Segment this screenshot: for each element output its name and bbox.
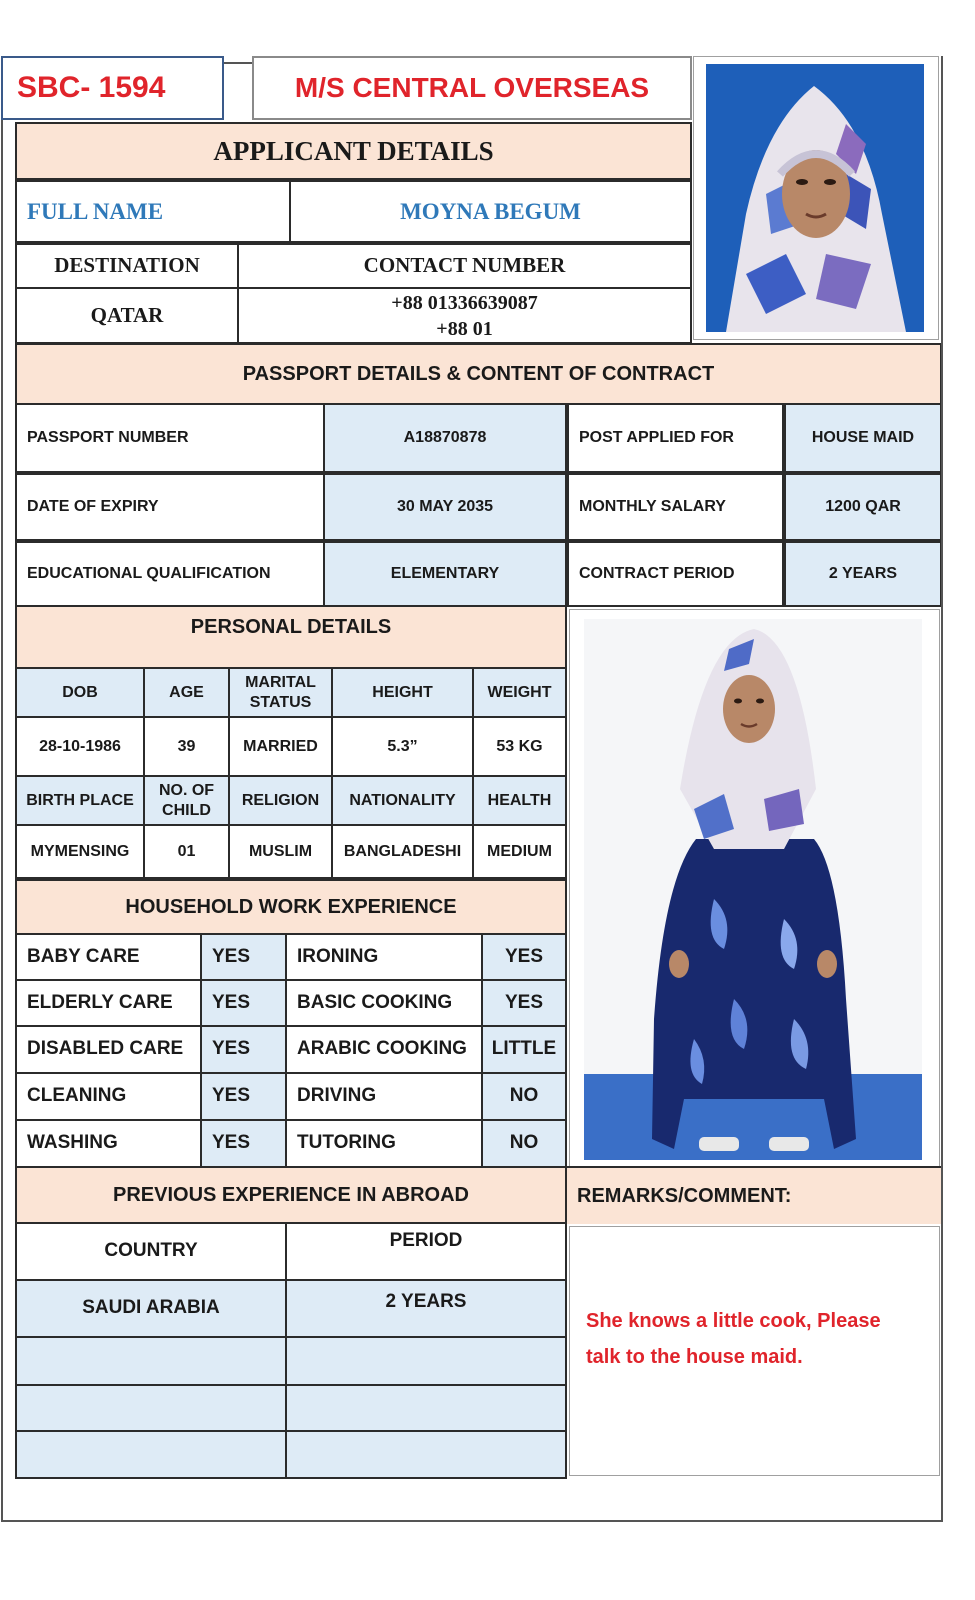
abroad-country-1: SAUDI ARABIA bbox=[15, 1279, 287, 1338]
skill-baby-care: BABY CARE bbox=[15, 933, 202, 981]
value-marital-status: MARRIED bbox=[228, 716, 333, 777]
header-religion: RELIGION bbox=[228, 775, 333, 826]
header-birth-place: BIRTH PLACE bbox=[15, 775, 145, 826]
skill-tutoring-value: NO bbox=[481, 1119, 567, 1168]
skill-arabic-cooking-value: LITTLE bbox=[481, 1025, 567, 1074]
value-religion: MUSLIM bbox=[228, 824, 333, 879]
abroad-period-1: 2 YEARS bbox=[285, 1279, 567, 1338]
abroad-country-4 bbox=[15, 1430, 287, 1479]
abroad-period-2 bbox=[285, 1336, 567, 1386]
header-height: HEIGHT bbox=[331, 667, 474, 718]
destination-label: DESTINATION bbox=[15, 243, 239, 289]
header-connector bbox=[224, 62, 252, 64]
value-no-of-child: 01 bbox=[143, 824, 230, 879]
value-health: MEDIUM bbox=[472, 824, 567, 879]
personal-details-title: PERSONAL DETAILS bbox=[15, 605, 567, 669]
skill-driving: DRIVING bbox=[285, 1072, 483, 1121]
value-birth-place: MYMENSING bbox=[15, 824, 145, 879]
value-weight: 53 KG bbox=[472, 716, 567, 777]
header-dob: DOB bbox=[15, 667, 145, 718]
applicant-details-title: APPLICANT DETAILS bbox=[15, 122, 692, 180]
contact-number-value bbox=[237, 287, 692, 344]
page-frame-right bbox=[941, 56, 943, 1522]
skill-cleaning: CLEANING bbox=[15, 1072, 202, 1121]
full-body-figure-icon bbox=[584, 619, 922, 1160]
header-nationality: NATIONALITY bbox=[331, 775, 474, 826]
value-height: 5.3” bbox=[331, 716, 474, 777]
remarks-line-1: She knows a little cook, Please bbox=[586, 1310, 881, 1332]
abroad-country-3 bbox=[15, 1384, 287, 1432]
skill-elderly-care: ELDERLY CARE bbox=[15, 979, 202, 1027]
abroad-period-3 bbox=[285, 1384, 567, 1432]
skill-ironing: IRONING bbox=[285, 933, 483, 981]
monthly-salary-value: 1200 QAR bbox=[784, 473, 942, 541]
post-applied-label: POST APPLIED FOR bbox=[567, 403, 784, 473]
skill-disabled-care: DISABLED CARE bbox=[15, 1025, 202, 1074]
remarks-box bbox=[569, 1226, 940, 1476]
abroad-period-4 bbox=[285, 1430, 567, 1479]
skill-washing-value: YES bbox=[200, 1119, 287, 1168]
value-dob: 28-10-1986 bbox=[15, 716, 145, 777]
skill-basic-cooking-value: YES bbox=[481, 979, 567, 1027]
post-applied-value: HOUSE MAID bbox=[784, 403, 942, 473]
page-frame-left bbox=[1, 120, 3, 1522]
remarks-line-2: talk to the house maid. bbox=[586, 1346, 803, 1368]
education-value: ELEMENTARY bbox=[323, 541, 567, 607]
education-label: EDUCATIONAL QUALIFICATION bbox=[15, 541, 325, 607]
skill-baby-care-value: YES bbox=[200, 933, 287, 981]
full-name-value: MOYNA BEGUM bbox=[289, 180, 692, 243]
header-weight: WEIGHT bbox=[472, 667, 567, 718]
portrait-figure-icon bbox=[706, 64, 924, 332]
passport-section-title: PASSPORT DETAILS & CONTENT OF CONTRACT bbox=[15, 343, 942, 405]
contact-number-2: +88 01 bbox=[436, 317, 493, 340]
period-header: PERIOD bbox=[285, 1222, 567, 1281]
header-health: HEALTH bbox=[472, 775, 567, 826]
skill-elderly-care-value: YES bbox=[200, 979, 287, 1027]
skill-driving-value: NO bbox=[481, 1072, 567, 1121]
header-marital-status: MARITAL STATUS bbox=[228, 667, 333, 718]
date-of-expiry-label: DATE OF EXPIRY bbox=[15, 473, 325, 541]
skill-tutoring: TUTORING bbox=[285, 1119, 483, 1168]
agency-name: M/S CENTRAL OVERSEAS bbox=[252, 56, 692, 120]
household-section-title: HOUSEHOLD WORK EXPERIENCE bbox=[15, 879, 567, 935]
monthly-salary-label: MONTHLY SALARY bbox=[567, 473, 784, 541]
destination-value: QATAR bbox=[15, 287, 239, 344]
skill-washing: WASHING bbox=[15, 1119, 202, 1168]
skill-ironing-value: YES bbox=[481, 933, 567, 981]
header-age: AGE bbox=[143, 667, 230, 718]
skill-basic-cooking: BASIC COOKING bbox=[285, 979, 483, 1027]
reference-code: SBC- 1594 bbox=[1, 56, 224, 120]
abroad-country-2 bbox=[15, 1336, 287, 1386]
skill-cleaning-value: YES bbox=[200, 1072, 287, 1121]
contract-period-label: CONTRACT PERIOD bbox=[567, 541, 784, 607]
skill-disabled-care-value: YES bbox=[200, 1025, 287, 1074]
page-frame-bottom bbox=[1, 1520, 941, 1522]
full-name-label: FULL NAME bbox=[15, 180, 291, 243]
contact-number-label: CONTACT NUMBER bbox=[237, 243, 692, 289]
abroad-section-title: PREVIOUS EXPERIENCE IN ABROAD bbox=[15, 1166, 567, 1224]
contract-period-value: 2 YEARS bbox=[784, 541, 942, 607]
date-of-expiry-value: 30 MAY 2035 bbox=[323, 473, 567, 541]
skill-arabic-cooking: ARABIC COOKING bbox=[285, 1025, 483, 1074]
passport-number-label: PASSPORT NUMBER bbox=[15, 403, 325, 473]
passport-number-value: A18870878 bbox=[323, 403, 567, 473]
contact-number-1: +88 01336639087 bbox=[391, 291, 538, 314]
header-no-of-child: NO. OF CHILD bbox=[143, 775, 230, 826]
country-header: COUNTRY bbox=[15, 1222, 287, 1281]
value-age: 39 bbox=[143, 716, 230, 777]
full-body-photo bbox=[584, 619, 922, 1160]
remarks-label: REMARKS/COMMENT: bbox=[567, 1166, 942, 1224]
value-nationality: BANGLADESHI bbox=[331, 824, 474, 879]
portrait-photo bbox=[706, 64, 924, 332]
